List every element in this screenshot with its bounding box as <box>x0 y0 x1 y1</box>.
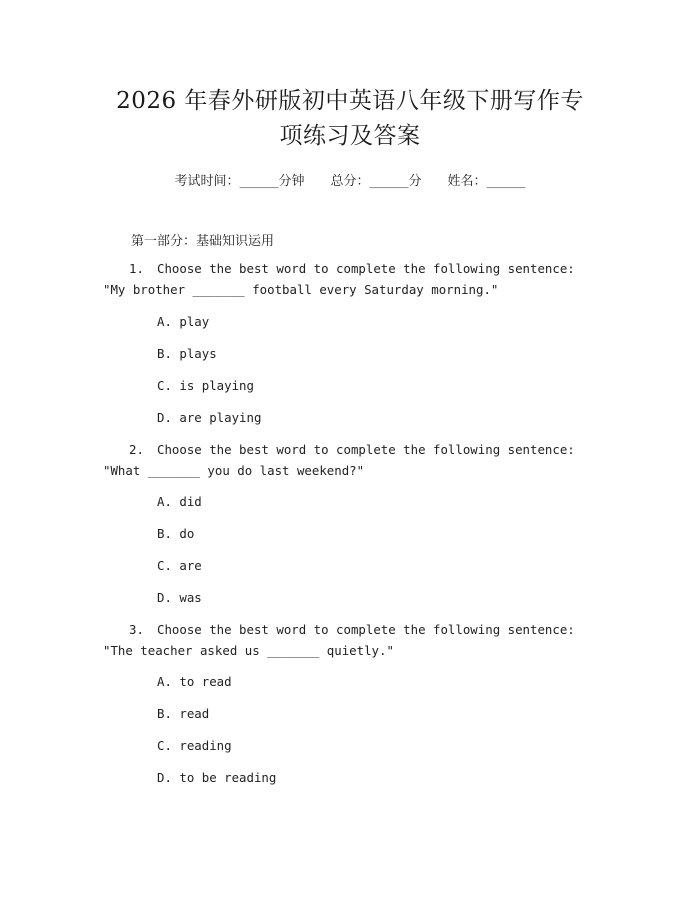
question-number: 3. <box>129 622 144 637</box>
option-a: A. to read <box>157 674 232 689</box>
option-a: A. play <box>157 314 210 329</box>
exam-name-field: 姓名：______ <box>447 174 526 189</box>
exam-total-score: 总分：______分 <box>330 174 422 189</box>
option-d: D. are playing <box>157 410 262 425</box>
option-b: B. do <box>157 526 195 541</box>
option-a: A. did <box>157 494 202 509</box>
question-number: 1. <box>129 261 144 276</box>
question-3 <box>103 620 583 661</box>
option-b: B. read <box>157 706 210 721</box>
option-c: C. reading <box>157 738 232 753</box>
question-text: Choose the best word to complete the following sentence: "The teacher asked us _______ quietly." <box>103 622 575 658</box>
exam-info <box>0 170 700 189</box>
option-b: B. plays <box>157 346 217 361</box>
option-d: D. was <box>157 590 202 605</box>
document-title-line-2: 项练习及答案 <box>279 123 421 149</box>
question-text: Choose the best word to complete the following sentence: "My brother _______ football every Saturday morning." <box>103 261 575 297</box>
option-c: C. is playing <box>157 378 254 393</box>
exam-time: 考试时间：______分钟 <box>174 174 305 189</box>
question-text: Choose the best word to complete the following sentence: "What _______ you do last weekend?" <box>103 442 575 478</box>
section-heading: 第一部分：基础知识运用 <box>131 234 275 249</box>
option-d: D. to be reading <box>157 770 277 785</box>
document-title-line-1: 2026 年春外研版初中英语八年级下册写作专 <box>116 88 584 114</box>
option-c: C. are <box>157 558 202 573</box>
question-number: 2. <box>129 442 144 457</box>
question-1 <box>103 259 583 300</box>
question-2 <box>103 440 583 481</box>
